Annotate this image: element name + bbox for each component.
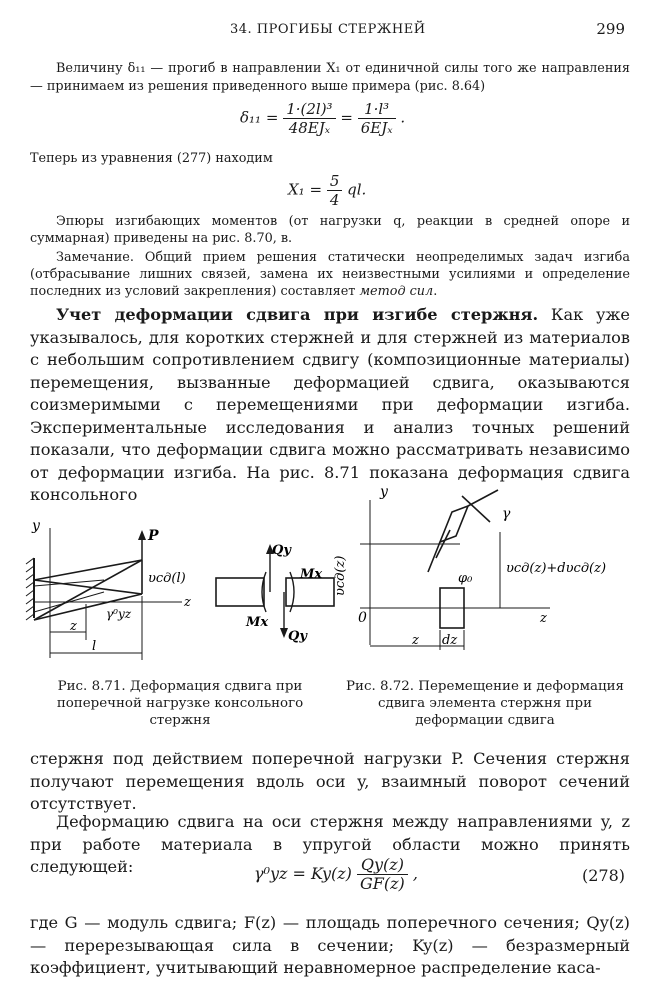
- equation-278-lhs: γ⁰yz = Ky(z): [254, 864, 352, 883]
- z-label-72: z: [540, 611, 547, 626]
- paragraph-remark: [30, 249, 630, 300]
- sheared-element: [428, 490, 498, 572]
- paragraph-find: Теперь из уравнения (277) находим: [30, 151, 273, 166]
- paragraph-diagrams: Эпюры изгибающих моментов (от нагрузки q, реакции в средней опоре и суммарная) приведены на рис. 8.70, в.: [30, 214, 630, 246]
- shear-text: Как уже указывалось, для коротких стержней и для стержней из материалов с небольшим сопротивлением сдвигу (композиционные материалы) перемещения, вызванные деформацией сдвига, оказываются соизмеримыми с перемещениями при деформации изгиба. Экспериментальные исследования и анализ точных решений показали, что деформации сдвига можно рассматривать независимо от деформации изгиба. На рис. 8.71 показана деформация сдвига консольного: [30, 305, 630, 504]
- figure-section-forces: [210, 530, 350, 650]
- eq278-numerator: Qy(z): [357, 856, 408, 875]
- figure-8-71: [24, 520, 214, 665]
- dim-l-label: l: [92, 639, 97, 654]
- running-header: [0, 18, 661, 42]
- fixed-wall: [26, 558, 34, 620]
- phi-label: φ₀: [458, 571, 473, 586]
- equation-number: (278): [581, 866, 625, 885]
- z-axis-label: z: [184, 595, 191, 610]
- chapter-title: 34. ПРОГИБЫ СТЕРЖНЕЙ: [230, 22, 426, 37]
- frac2-numerator: 1·l³: [358, 100, 396, 119]
- equation-delta-lhs: δ₁₁ =: [240, 108, 279, 127]
- v-left-label: υсд(z): [333, 555, 348, 596]
- paragraph-delta: Величину δ₁₁ — прогиб в направлении X₁ от единичной силы того же направления — принимаем из решения приведенного выше примера (рис. 8.64): [30, 61, 630, 94]
- paragraph-shear: [30, 304, 630, 507]
- y-axis-label: y: [32, 520, 40, 534]
- equation-278-end: ,: [412, 864, 418, 883]
- equation-278-frac: [357, 856, 408, 893]
- equation-278: [254, 856, 418, 893]
- caption-8-72: Рис. 8.72. Перемещение и деформация сдвига элемента стержня при деформации сдвига: [346, 679, 624, 728]
- shear-angle-label: γ⁰yz: [106, 607, 132, 621]
- page-number: 299: [596, 20, 625, 38]
- equation-delta-frac1: [283, 100, 335, 137]
- equation-x1: [288, 172, 366, 209]
- y-label-72: y: [380, 484, 388, 500]
- equation-delta-end: .: [400, 108, 406, 127]
- equation-delta-frac2: [358, 100, 396, 137]
- force-p-head: [138, 530, 146, 540]
- origin-label: 0: [358, 610, 367, 626]
- equation-x1-lhs: X₁ =: [288, 180, 323, 199]
- gamma-label-72: γ: [502, 506, 511, 522]
- qy-top-label: Qy: [272, 543, 291, 558]
- eq278-denominator: GF(z): [360, 874, 405, 893]
- frac1-numerator: 1·(2l)³: [283, 100, 335, 119]
- paragraph-sections: стержня под действием поперечной нагрузки P. Сечения стержня получают перемещения вдоль оси y, взаимный поворот сечений отсутствует.: [30, 749, 630, 813]
- frac1-denominator: 48EJₓ: [288, 119, 331, 137]
- remark-end: .: [433, 284, 438, 299]
- shear-displacement-label: υсд(l): [148, 571, 186, 586]
- dim-z-label: z: [70, 619, 77, 634]
- caption-8-71: Рис. 8.71. Деформация сдвига при поперечной нагрузке консольного стержня: [56, 679, 304, 728]
- remark-text: Общий прием решения статически неопределимых задач изгиба (отбрасывание лишних связей, замена их неизвестными усилиями и определение последних из условий закрепления) составляет: [30, 250, 630, 299]
- dim-z-label-72: z: [412, 633, 419, 648]
- force-p-label: P: [148, 528, 159, 544]
- dim-dz-label: dz: [442, 633, 458, 648]
- frac2-denominator: 6EJₓ: [360, 119, 393, 137]
- qy-bottom-head: [280, 628, 288, 638]
- equation-delta-eq: =: [340, 108, 353, 127]
- equation-delta: [240, 100, 405, 137]
- shear-heading: Учет деформации сдвига при изгибе стержня.: [56, 305, 539, 324]
- paragraph-strain: Деформацию сдвига на оси стержня между направлениями y, z при работе материала в упругой области можно принять следующей:: [30, 812, 630, 876]
- x1-numerator: 5: [327, 172, 343, 191]
- remark-italic: метод сил: [359, 284, 434, 299]
- equation-x1-frac: [327, 172, 343, 209]
- mx-top-label: Mx: [300, 567, 323, 582]
- qy-bottom-label: Qy: [288, 629, 307, 644]
- v-right-label: υсд(z)+dυсд(z): [506, 561, 607, 576]
- equation-x1-rhs: ql.: [347, 180, 367, 199]
- figure-8-72: [330, 480, 630, 660]
- mx-bottom-label: Mx: [246, 615, 269, 630]
- x1-denominator: 4: [329, 191, 340, 209]
- left-beam-part: [216, 578, 264, 606]
- remark-lead: Замечание.: [56, 250, 134, 265]
- paragraph-definitions: где G — модуль сдвига; F(z) — площадь поперечного сечения; Qy(z) — перерезывающая сила в сечении; Ky(z) — безразмерный коэффициент, учитывающий неравномерное распределение каса-: [30, 913, 630, 977]
